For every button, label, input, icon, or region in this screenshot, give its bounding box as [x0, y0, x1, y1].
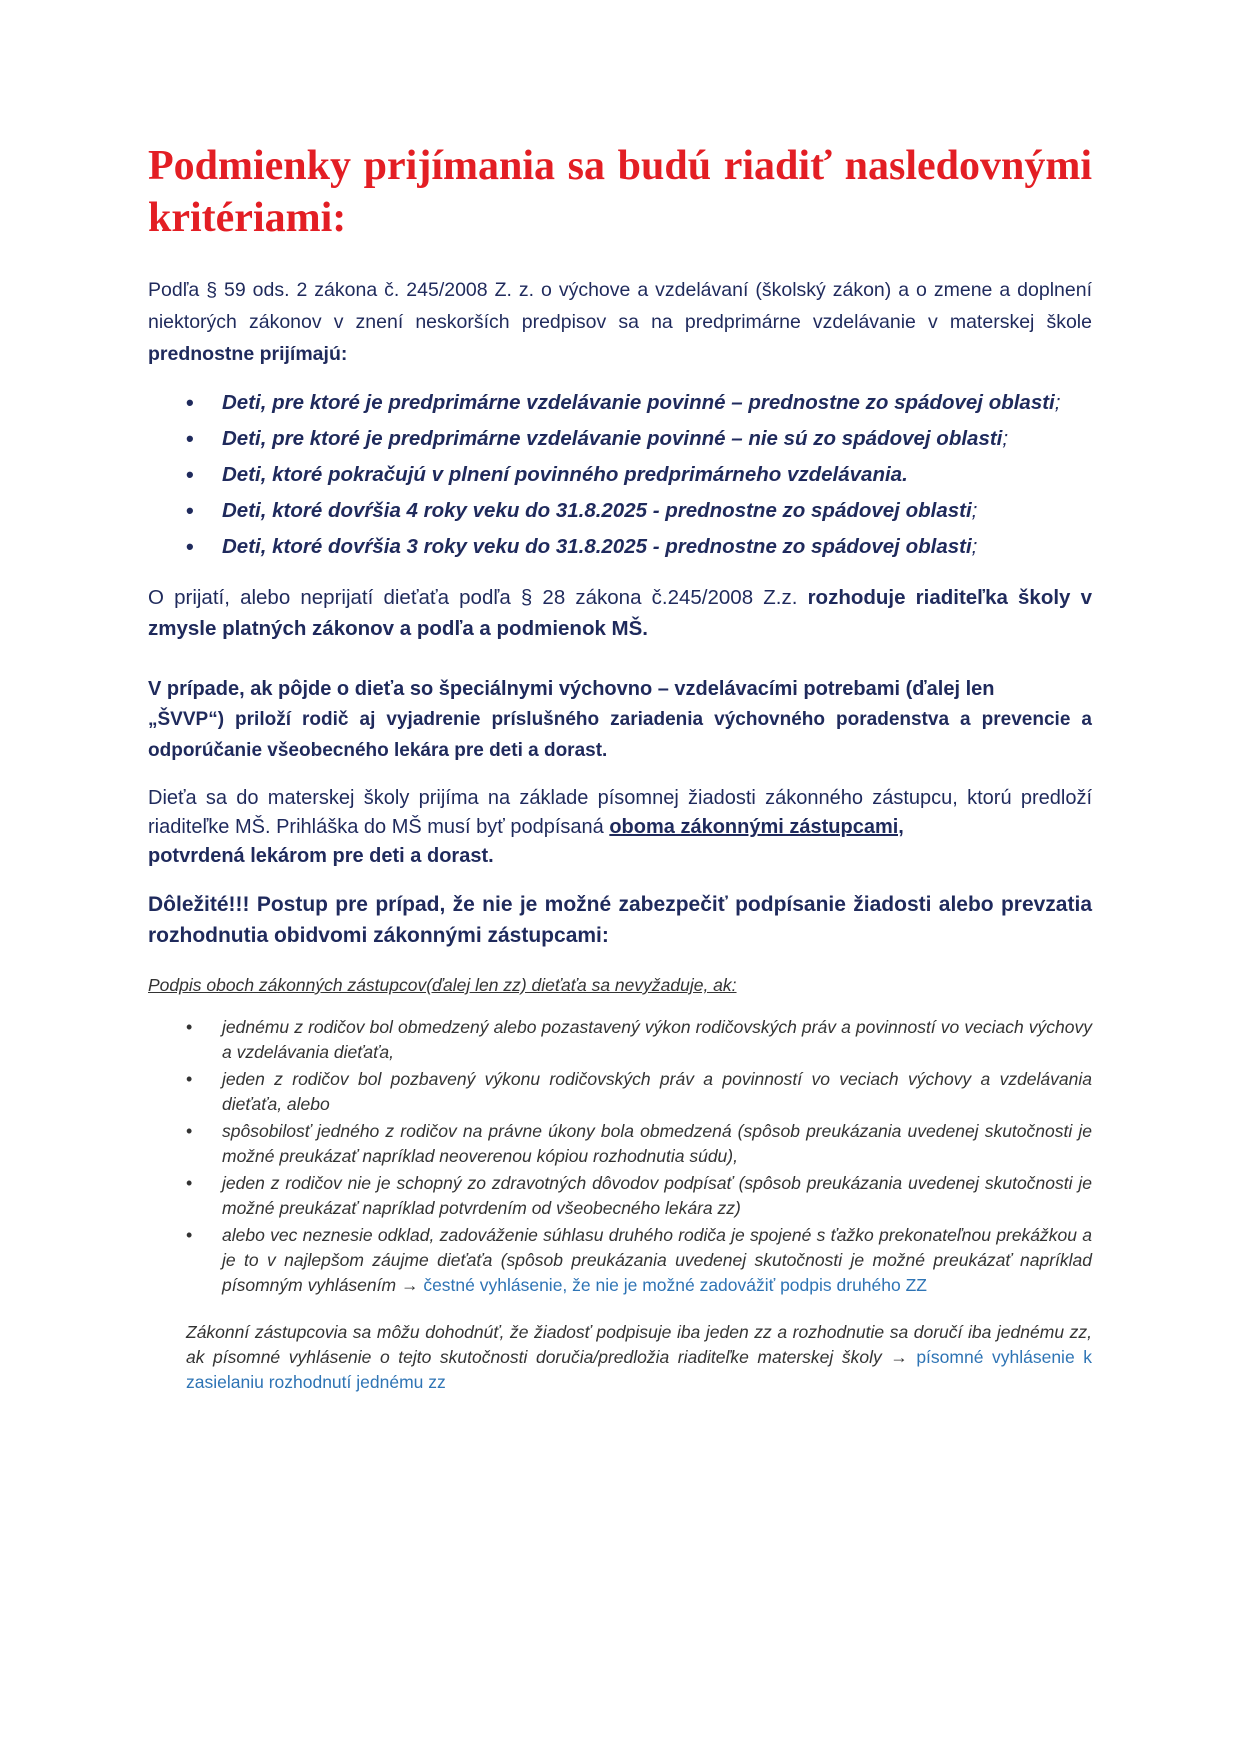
criteria-item: • Deti, ktoré dovŕšia 4 roky veku do 31.8.2025 - prednostne zo spádovej oblasti; [186, 494, 1092, 528]
application-paragraph [148, 784, 1092, 871]
note-paragraph [186, 1320, 1092, 1395]
decision-bold: rozhoduje riaditeľka školy v zmysle platných zákonov a podľa a podmienok MŠ. [148, 586, 1092, 640]
criteria-item: • Deti, pre ktoré je predprimárne vzdelávanie povinné – prednostne zo spádovej oblasti; [186, 386, 1092, 420]
case-item: • alebo vec neznesie odklad, zadováženie súhlasu druhého rodiča je spojené s ťažko prekonateľnou prekážkou a je to v najlepšom záujme dieťaťa (spôsob preukázania uvedenej skutočnosti je možné preukázať napríklad písomným vyhlásením → čestné vyhlásenie, že nie je možné zadovážiť podpis druhého ZZ [186, 1223, 1092, 1298]
decision-text: O prijatí, alebo neprijatí dieťaťa podľa § 28 zákona č.245/2008 Z.z. [148, 586, 808, 609]
single-delivery-link[interactable]: písomné vyhlásenie k zasielaniu rozhodnutí jednému zz [186, 1347, 1092, 1392]
page-title: Podmienky prijímania sa budú riadiť nasledovnými kritériami: [148, 143, 1092, 241]
criteria-item: • Deti, ktoré pokračujú v plnení povinného predprimárneho vzdelávania. [186, 458, 1092, 492]
case-item: • jeden z rodičov bol pozbavený výkonu rodičovských práv a povinností vo veciach výchovy a vzdelávania dieťaťa, alebo [186, 1067, 1092, 1117]
important-paragraph: Dôležité!!! Postup pre prípad, že nie je možné zabezpečiť podpísanie žiadosti alebo prevzatia rozhodnutia obidvomi zákonnými zástupcami: [148, 893, 1092, 947]
svvp-part2: „ŠVVP“) priloží rodič aj vyjadrenie príslušného zariadenia výchovného poradenstva a prevencie a odporúčanie všeobecného lekára pre deti a dorast. [148, 709, 1092, 761]
condition-heading: Podpis oboch zákonných zástupcov(ďalej len zz) dieťaťa sa nevyžaduje, ak: [148, 975, 737, 995]
declaration-link[interactable]: čestné vyhlásenie, že nie je možné zadovážiť podpis druhého ZZ [423, 1275, 927, 1295]
svvp-paragraph [148, 674, 1092, 766]
criteria-item: • Deti, pre ktoré je predprimárne vzdelávanie povinné – nie sú zo spádovej oblasti; [186, 422, 1092, 456]
case-item: • jednému z rodičov bol obmedzený alebo pozastavený výkon rodičovských práv a povinností vo veciach výchovy a vzdelávania dieťaťa, [186, 1015, 1092, 1065]
svvp-part1: V prípade, ak pôjde o dieťa so špeciálnymi výchovno – vzdelávacími potrebami (ďalej len [148, 678, 995, 700]
application-bold-tail: potvrdená lekárom pre deti a dorast. [148, 845, 494, 867]
case-item: • jeden z rodičov nie je schopný zo zdravotných dôvodov podpísať (spôsob preukázania uvedenej skutočnosti je možné preukázať napríklad potvrdením od všeobecného lekára zz) [186, 1171, 1092, 1221]
application-underlined: oboma zákonnými zástupcami, [609, 816, 904, 838]
application-text: Dieťa sa do materskej školy prijíma na základe písomnej žiadosti zákonného zástupcu, ktorú predloží riaditeľke MŠ. Prihláška do MŠ musí byť podpísaná [148, 787, 1092, 838]
note-text: Zákonní zástupcovia sa môžu dohodnúť, že žiadosť podpisuje iba jeden zz a rozhodnutie sa doručí iba jednému zz, ak písomné vyhlásenie o tejto skutočnosti doručia/predložia riaditeľke materskej školy → [186, 1322, 1092, 1367]
criteria-list [148, 386, 1092, 564]
intro-bold: prednostne prijímajú: [148, 343, 348, 365]
intro-paragraph [148, 274, 1092, 370]
intro-text: Podľa § 59 ods. 2 zákona č. 245/2008 Z. z. o výchove a vzdelávaní (školský zákon) a o zmene a doplnení niektorých zákonov v znení neskorších predpisov sa na predprimárne vzdelávanie v materskej škole [148, 279, 1092, 333]
criteria-item: • Deti, ktoré dovŕšia 3 roky veku do 31.8.2025 - prednostne zo spádovej oblasti; [186, 530, 1092, 564]
decision-paragraph [148, 582, 1092, 644]
case-item: • spôsobilosť jedného z rodičov na právne úkony bola obmedzená (spôsob preukázania uvedenej skutočnosti je možné preukázať napríklad neoverenou kópiou rozhodnutia súdu), [186, 1119, 1092, 1169]
cases-list [148, 1015, 1092, 1298]
